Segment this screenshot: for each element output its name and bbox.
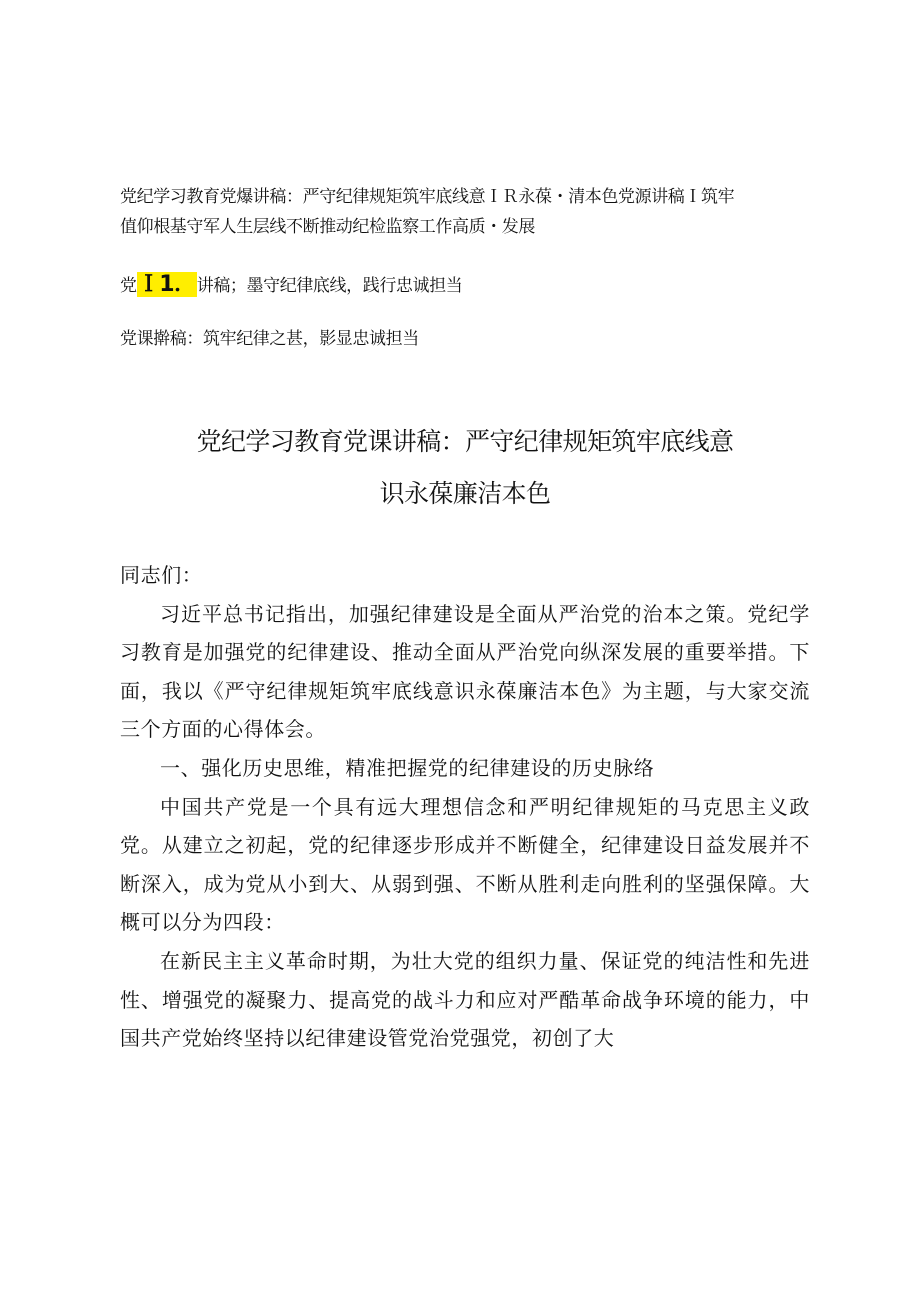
- related-title-3: 党课擀稿：筑牢纪律之甚，影显忠诚担当: [120, 329, 419, 349]
- highlighted-text: Ｉ1．: [137, 272, 196, 297]
- document-title-line-1: 党纪学习教育党课讲稿：严守纪律规矩筑牢底线意: [196, 427, 734, 456]
- related-title-1: 党纪学习教育党爆讲稿：严守纪律规矩筑牢底线意ＩＲ永葆・清本色党源讲稿Ｉ筑牢: [120, 187, 735, 207]
- related-title-2-suffix: 讲稿；墨守纪律底线，践行忠诚担当: [196, 276, 463, 296]
- paragraph-history: 中国共产党是一个具有远大理想信念和严明纪律规矩的马克思主义政党。从建立之初起，党的纪律逐步形成并不断健全，纪律建设日益发展并不断深入，成为党从小到大、从弱到强、不断从胜利走向胜利的坚强保障。大概可以分为四段：: [120, 794, 810, 935]
- related-title-1-continued: 值仰根基守军人生层线不断推动纪检监察工作高质・发展: [120, 217, 535, 237]
- document-title-line-2: 识永葆廉洁本色: [379, 479, 551, 508]
- document-body: [120, 556, 810, 1058]
- section-heading-1: 一、强化历史思维，精准把握党的纪律建设的历史脉络: [160, 755, 655, 780]
- paragraph-revolution-period: 在新民主主义革命时期，为壮大党的组织力量、保证党的纯洁性和先进性、增强党的凝聚力、提高党的战斗力和应对严酷革命战争环境的能力，中国共产党始终坚持以纪律建设管党治党强党，初创了大: [120, 948, 810, 1051]
- document-title: [120, 416, 810, 520]
- related-title-2-prefix: 党: [120, 276, 137, 296]
- salutation: 同志们：: [120, 563, 203, 587]
- paragraph-intro: 习近平总书记指出，加强纪律建设是全面从严治党的治本之策。党纪学习教育是加强党的纪律建设、推动全面从严治党向纵深发展的重要举措。下面，我以《严守纪律规矩筑牢底线意识永葆廉洁本色》为主题，与大家交流三个方面的心得体会。: [120, 601, 810, 742]
- related-title-2: [120, 270, 462, 301]
